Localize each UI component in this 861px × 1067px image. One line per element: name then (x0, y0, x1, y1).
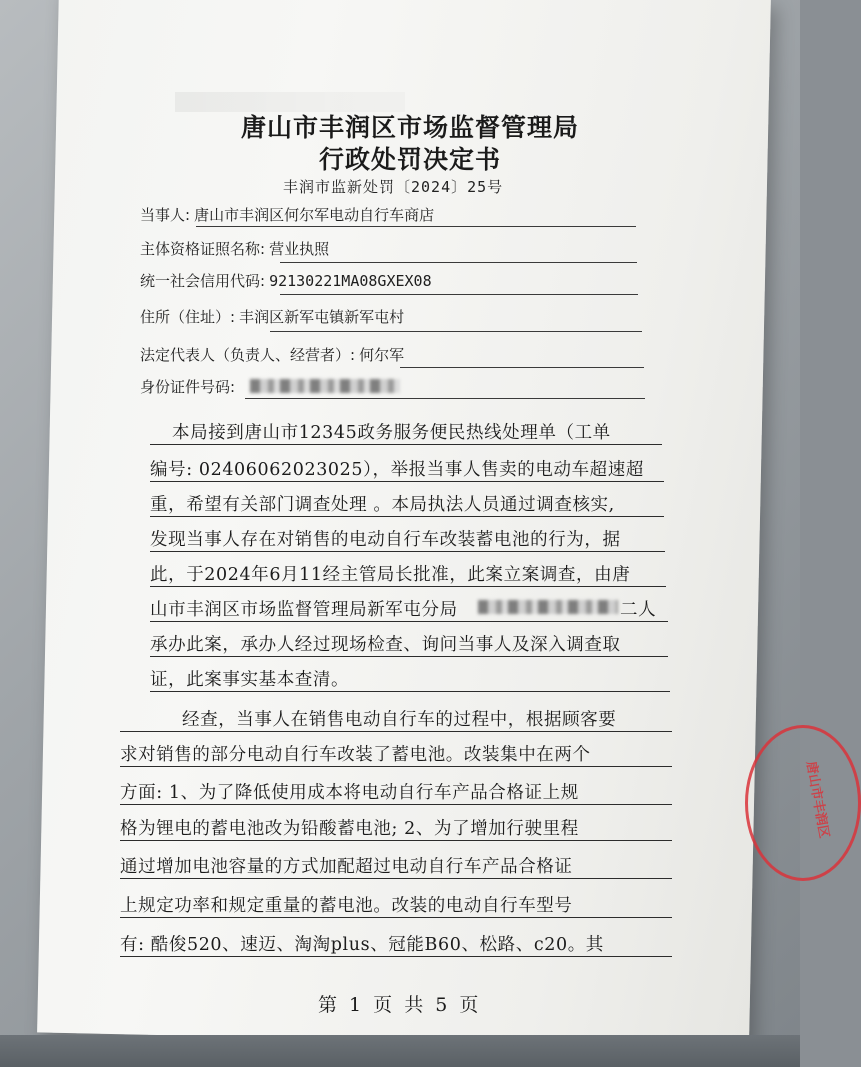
party-label: 当事人: (140, 206, 191, 224)
body-line: 通过增加电池容量的方式加配超过电动自行车产品合格证 (120, 857, 573, 877)
id-number-label: 身份证件号码: (140, 378, 236, 396)
credit-code-label: 统一社会信用代码: (140, 272, 266, 290)
body-line: 本局接到唐山市12345政务服务便民热线处理单（工单 (172, 423, 611, 443)
credit-code-value: 92130221MA08GXEX08 (269, 272, 432, 290)
document-number: 丰润市监新处罚〔2024〕25号 (283, 178, 504, 196)
body-line: 求对销售的部分电动自行车改装了蓄电池。改装集中在两个 (120, 745, 591, 765)
legal-rep-field (140, 344, 404, 365)
underline (150, 656, 668, 657)
body-line: 有: 酷俊520、速迈、淘淘plus、冠能B60、松路、c20。其 (120, 935, 604, 955)
underline (280, 262, 637, 263)
body-line: 发现当事人存在对销售的电动自行车改装蓄电池的行为，据 (150, 530, 621, 550)
address-value: 丰润区新军屯镇新军屯村 (239, 308, 405, 326)
body-line: 二人 (620, 600, 657, 620)
body-line: 经查，当事人在销售电动自行车的过程中，根据顾客要 (182, 710, 617, 730)
redacted-names (478, 600, 618, 614)
document-subtitle: 行政处罚决定书 (318, 145, 501, 174)
body-line: 格为锂电的蓄电池改为铅酸蓄电池; 2、为了增加行驶里程 (120, 819, 579, 839)
party-field (140, 204, 434, 225)
underline (270, 331, 642, 332)
underline (120, 804, 672, 805)
address-field (140, 306, 404, 327)
body-line: 重，希望有关部门调查处理 。本局执法人员通过调查核实, (150, 495, 615, 515)
body-line: 山市丰润区市场监督管理局新军屯分局 (150, 600, 458, 620)
body-line: 证，此案事实基本查清。 (150, 670, 350, 690)
body-line: 此，于2024年6月11经主管局长批准，此案立案调查，由唐 (150, 565, 631, 585)
id-number-field (140, 376, 235, 397)
underline (196, 226, 636, 227)
underline (150, 691, 670, 692)
underline (150, 621, 668, 622)
underline (280, 294, 638, 295)
legal-rep-value: 何尔军 (359, 346, 405, 364)
credit-code-field (140, 270, 432, 291)
body-line: 方面: 1、为了降低使用成本将电动自行车产品合格证上规 (120, 783, 579, 803)
underline (150, 586, 666, 587)
qualification-label: 主体资格证照名称: (140, 240, 266, 258)
underline (150, 481, 664, 482)
document-title: 唐山市丰润区市场监督管理局 (240, 113, 579, 142)
underline (120, 878, 672, 879)
table-edge (0, 1035, 800, 1067)
body-line: 上规定功率和规定重量的蓄电池。改装的电动自行车型号 (120, 896, 573, 916)
body-line: 承办此案，承办人经过现场检查、询问当事人及深入调查取 (150, 635, 621, 655)
official-seal (745, 725, 861, 881)
underline (120, 766, 672, 767)
qualification-value: 营业执照 (269, 240, 330, 258)
underline (120, 731, 672, 732)
body-line: 编号: 02406062023025），举报当事人售卖的电动车超速超 (150, 460, 644, 480)
underline (120, 840, 672, 841)
underline (120, 917, 672, 918)
page-footer: 第 1 页 共 5 页 (318, 994, 482, 1016)
address-label: 住所（住址）: (140, 308, 236, 326)
qualification-field (140, 238, 329, 259)
underline (150, 444, 662, 445)
party-value: 唐山市丰润区何尔军电动自行车商店 (194, 206, 435, 224)
redacted-id-number (250, 379, 400, 393)
legal-rep-label: 法定代表人（负责人、经营者）: (140, 346, 356, 364)
underline (120, 956, 672, 957)
underline (150, 516, 664, 517)
underline (400, 367, 644, 368)
seal-text: 唐山市丰润区 (802, 760, 832, 840)
underline (150, 551, 665, 552)
underline (245, 398, 645, 399)
